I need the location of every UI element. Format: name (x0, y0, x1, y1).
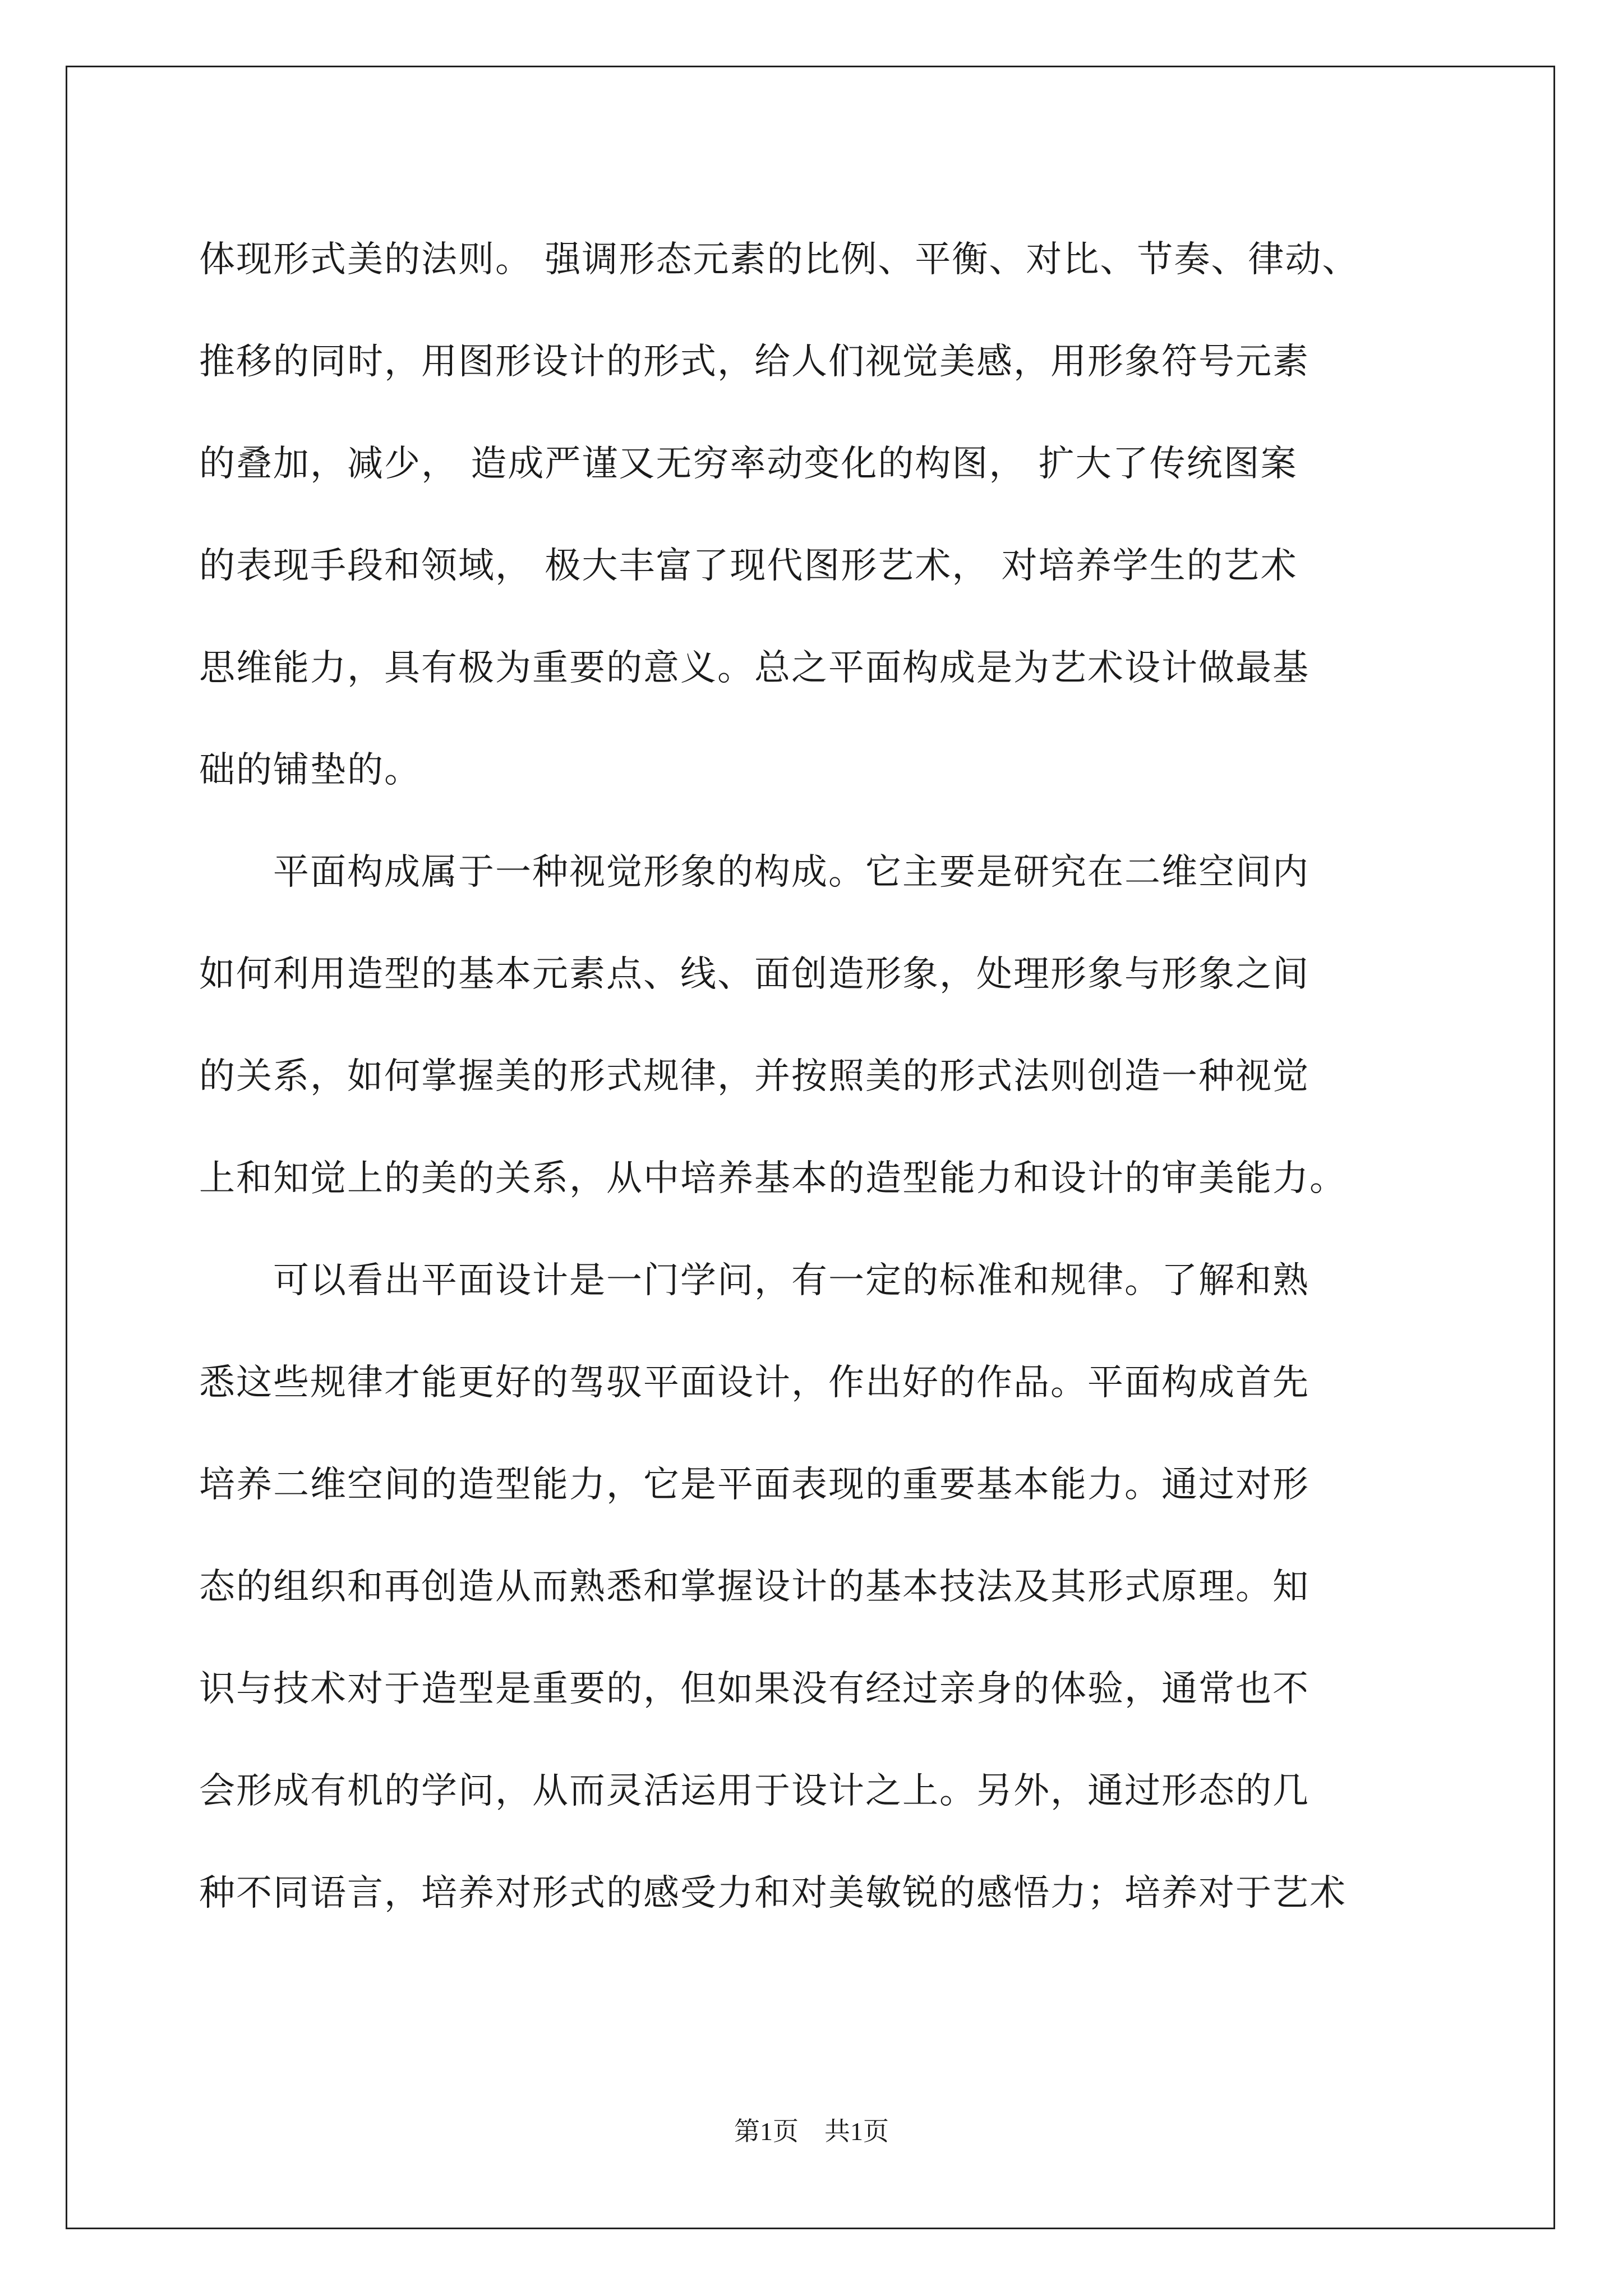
text-line: 培养二维空间的造型能力，它是平面表现的重要基本能力。通过对形 (199, 1464, 1310, 1506)
text-line: 的叠加，减少， 造成严谨又无穷率动变化的构图， 扩大了传统图案 (199, 443, 1298, 485)
text-line: 平面构成属于一种视觉形象的构成。它主要是研究在二维空间内 (199, 852, 1310, 893)
text-line: 推移的同时，用图形设计的形式，给人们视觉美感，用形象符号元素 (199, 341, 1310, 383)
text-line: 体现形式美的法则。 强调形态元素的比例、平衡、对比、节奏、律动、 (199, 239, 1359, 280)
document-body (199, 209, 1438, 1944)
text-line: 的表现手段和领域， 极大丰富了现代图形艺术， 对培养学生的艺术 (199, 545, 1298, 587)
text-line: 种不同语言，培养对形式的感受力和对美敏锐的感悟力；培养对于艺术 (199, 1872, 1347, 1914)
text-line: 上和知觉上的美的关系，从中培养基本的造型能力和设计的审美能力。 (199, 1158, 1347, 1199)
text-line: 会形成有机的学问，从而灵活运用于设计之上。另外，通过形态的几 (199, 1770, 1310, 1812)
text-line: 悉这些规律才能更好的驾驭平面设计，作出好的作品。平面构成首先 (199, 1362, 1310, 1404)
text-line: 如何利用造型的基本元素点、线、面创造形象，处理形象与形象之间 (199, 954, 1310, 995)
text-line: 可以看出平面设计是一门学问，有一定的标准和规律。了解和熟 (199, 1260, 1310, 1301)
text-line: 础的铺垫的。 (199, 749, 421, 791)
text-line: 思维能力，具有极为重要的意义。总之平面构成是为艺术设计做最基 (199, 647, 1310, 689)
page-footer: 第1页 共1页 (734, 2117, 889, 2146)
text-line: 态的组织和再创造从而熟悉和掌握设计的基本技法及其形式原理。知 (199, 1566, 1310, 1608)
text-line: 识与技术对于造型是重要的，但如果没有经过亲身的体验，通常也不 (199, 1668, 1310, 1710)
text-line: 的关系，如何掌握美的形式规律，并按照美的形式法则创造一种视觉 (199, 1056, 1310, 1097)
